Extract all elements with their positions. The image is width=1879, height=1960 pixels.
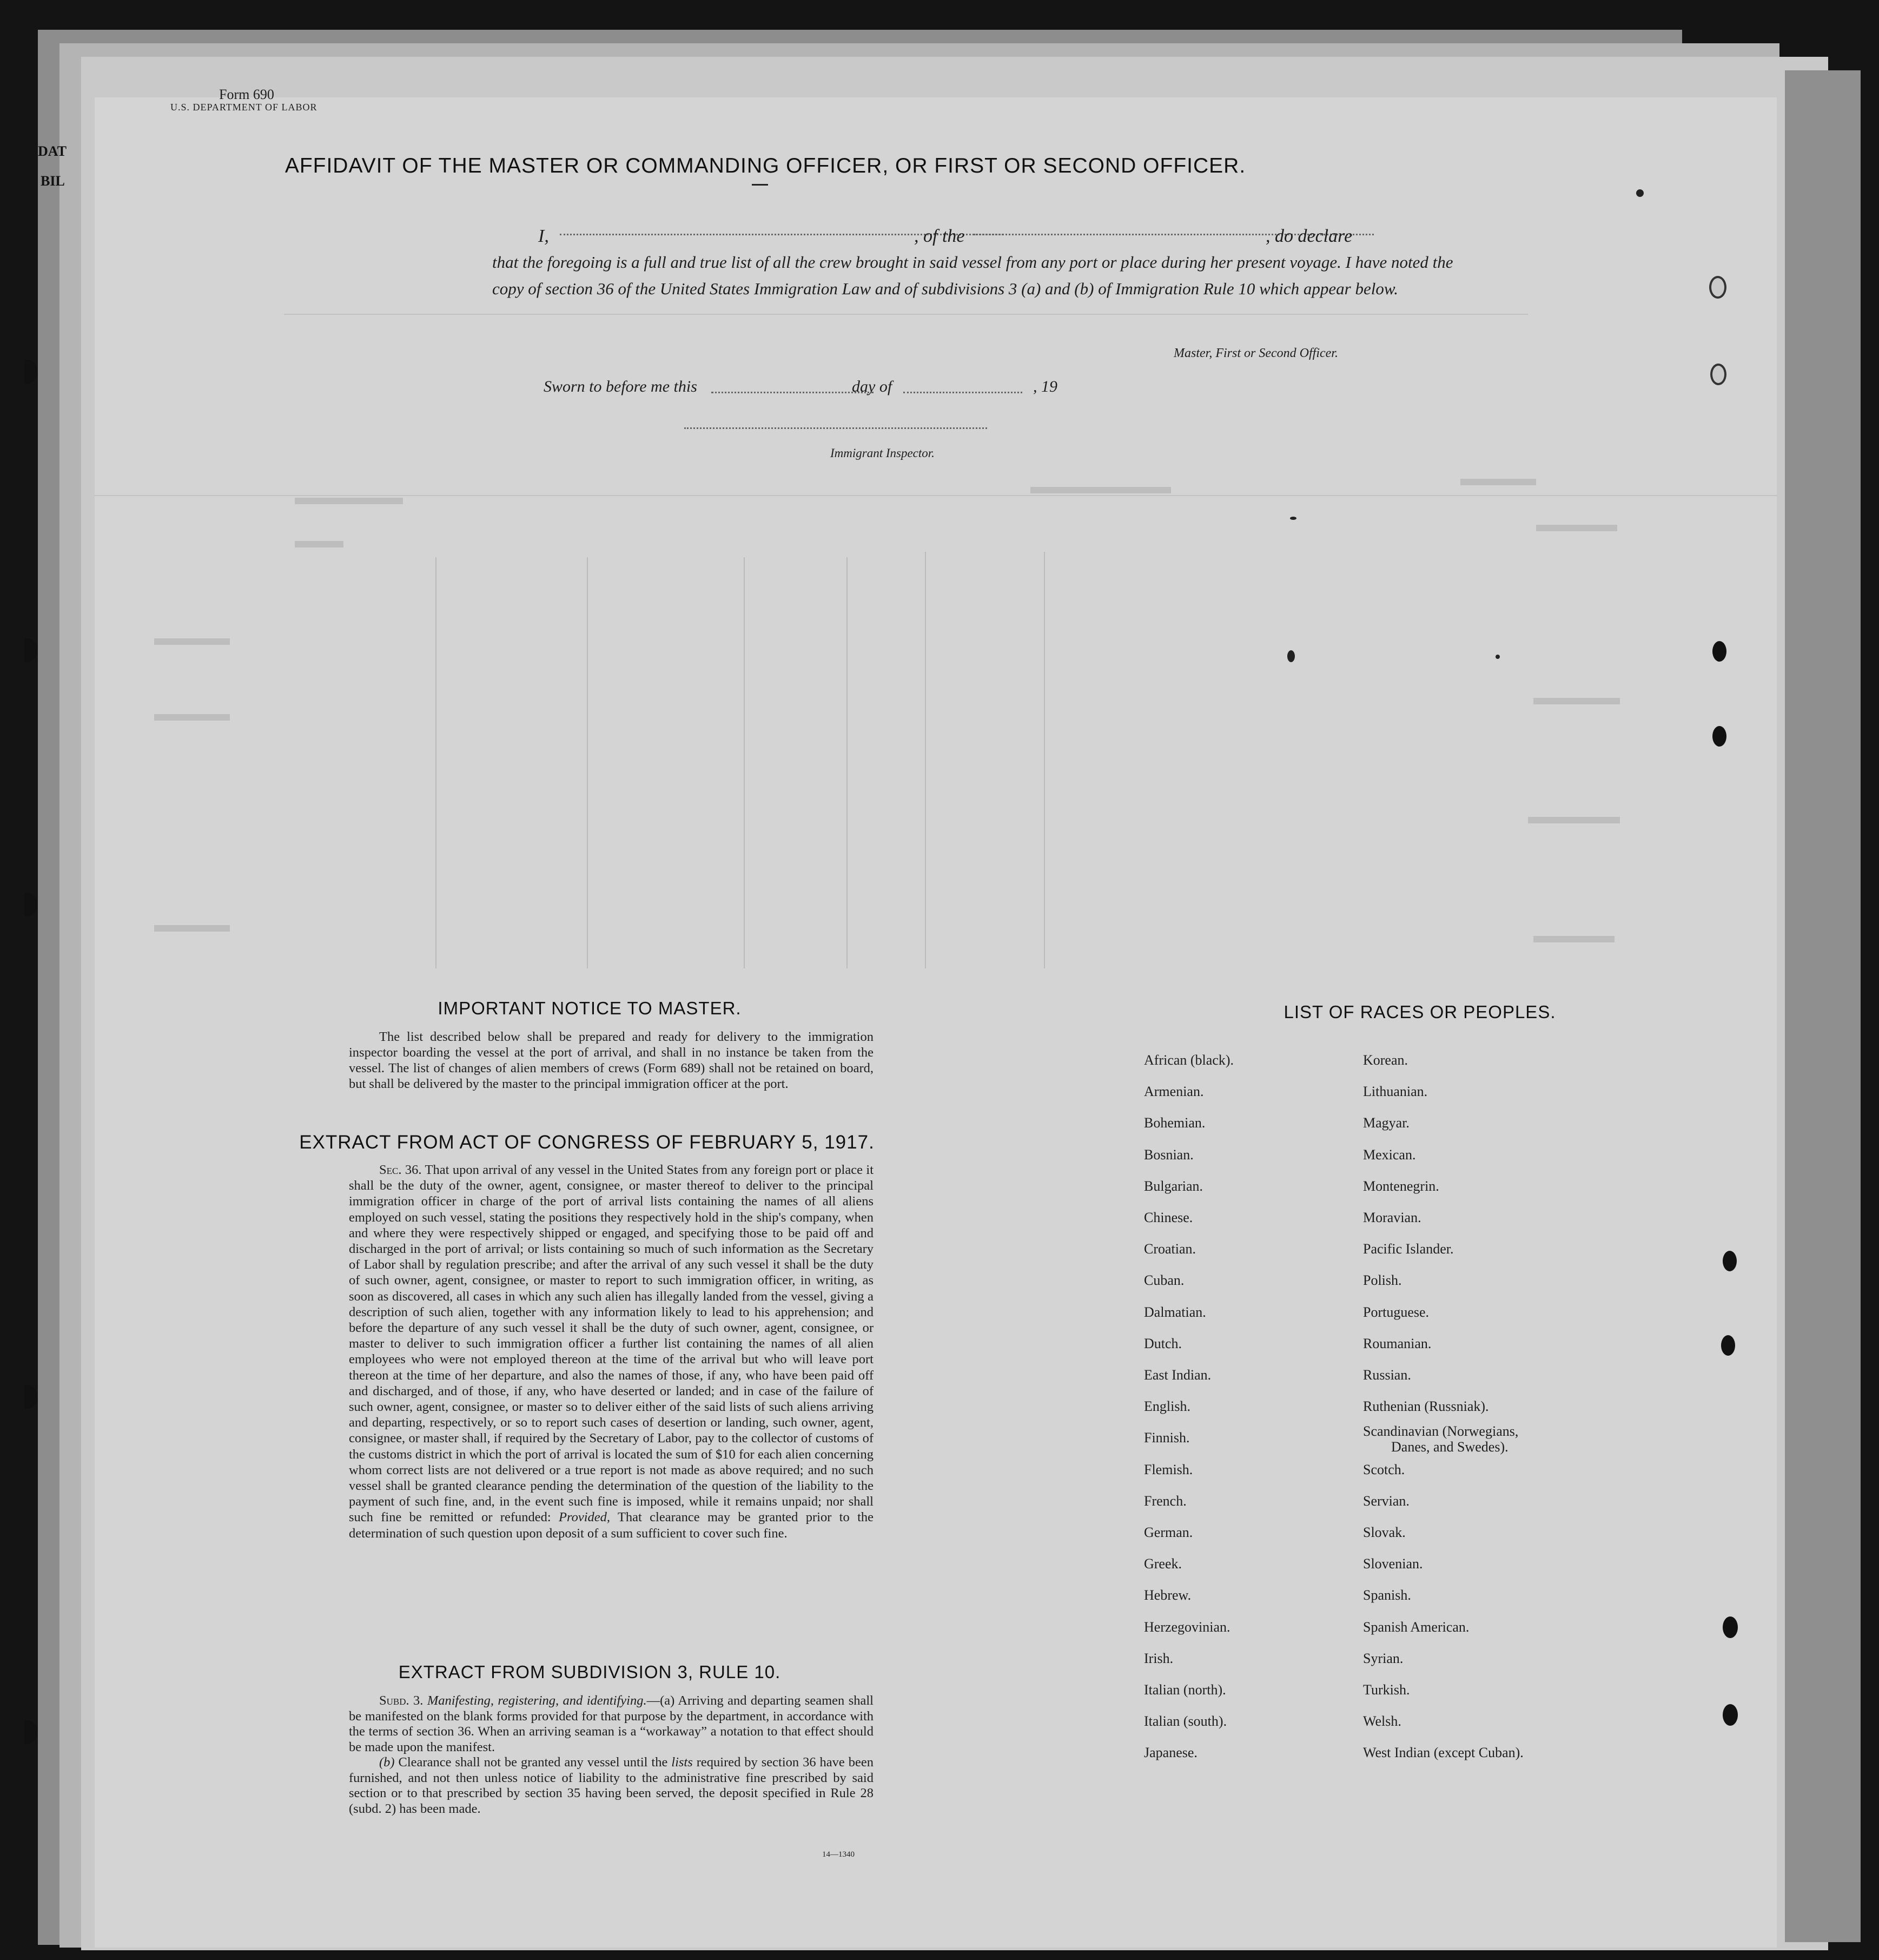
notice-paragraph: The list described below shall be prepared and ready for delivery to the immigration inspector boarding the vessel at the port of arrival, and shall in no instance be taken from the vessel. The list of changes of alien members of crews (Form 689) shall not be retained on board, but shall be delivered by the master to the principal immigration officer at the port. [349, 1030, 874, 1091]
binder-tab [24, 360, 37, 384]
subdivision-b-paragraph [349, 1755, 874, 1817]
race-item: East Indian. [1144, 1367, 1212, 1383]
race-item: Korean. [1363, 1052, 1408, 1068]
ghost-mark [154, 638, 230, 645]
race-item: Spanish. [1363, 1587, 1411, 1603]
ghost-mark [1533, 698, 1620, 704]
subd-para-b-1: Clearance shall not be granted any vessel until the [398, 1755, 668, 1770]
race-item: Slovak. [1363, 1525, 1406, 1540]
form-number: Form 690 [219, 87, 274, 102]
race-item: Italian (south). [1144, 1713, 1227, 1730]
ghost-line [284, 314, 1528, 315]
section-36-text [349, 1162, 874, 1541]
ghost-line [587, 557, 588, 968]
subd-para-b-lists: lists [671, 1755, 693, 1770]
race-item: German. [1144, 1525, 1193, 1540]
race-item: Scandinavian (Norwegians, Danes, and Swedes). [1363, 1423, 1519, 1455]
ghost-line [846, 557, 848, 968]
affidavit-do-declare-label: , do declare [1266, 226, 1353, 246]
binder-hole [1712, 641, 1726, 662]
section-label: Sec. 36. [379, 1163, 422, 1177]
subd-para-b-2: required by section 36 have been furnished, and not then unless notice of liability to the administrative fine prescribed by said section or to that prescribed by section 35 having been served, the deposit specified in Rule 28 (subd. 2) has been made. [349, 1755, 874, 1816]
department-line: U.S. DEPARTMENT OF LABOR [170, 102, 317, 113]
race-item: Roumanian. [1363, 1335, 1432, 1351]
form-code: 14—1340 [822, 1850, 855, 1859]
ghost-mark [1536, 525, 1617, 531]
edge-label: BIL [41, 173, 65, 189]
race-item: French. [1144, 1493, 1187, 1509]
race-item: Chinese. [1144, 1210, 1193, 1225]
subdivision-a-paragraph [349, 1693, 874, 1755]
page-edge-strip [1785, 70, 1861, 1942]
subd-para-a: —(a) Arriving and departing seamen shall be manifested on the blank forms provided for that purpose by the department, in accordance with the terms of section 36. When an arriving seaman is a “workaway” a notation to that effect should be made upon the manifest. [349, 1693, 874, 1754]
race-item: Scotch. [1363, 1461, 1405, 1477]
binder-hole [1723, 1251, 1737, 1271]
inspector-signature-line [684, 427, 987, 429]
ghost-mark [295, 541, 343, 547]
day-of-label: day of [852, 378, 892, 395]
affidavit-i-label: I, [538, 226, 549, 246]
race-item: Moravian. [1363, 1210, 1421, 1225]
race-item: Bulgarian. [1144, 1178, 1203, 1194]
notice-text [349, 1029, 874, 1092]
ghost-mark [1030, 487, 1171, 493]
race-item: Slovenian. [1363, 1556, 1423, 1572]
race-item: Croatian. [1144, 1241, 1196, 1257]
affidavit-body: that the foregoing is a full and true list of all the crew brought in said vessel from any port or place during her present voyage. I have noted the copy of section 36 of the United States Immigration Law and of subdivisions 3 (a) and (b) of Immigration Rule 10 which appear below. [492, 253, 1453, 298]
sworn-day-line [711, 392, 874, 393]
subd-heading: Manifesting, registering, and identifying. [427, 1693, 647, 1708]
title-rule [752, 184, 768, 186]
sworn-label: Sworn to before me this [544, 378, 697, 395]
race-item: Cuban. [1144, 1272, 1185, 1289]
race-item: Irish. [1144, 1650, 1174, 1666]
race-item: Dutch. [1144, 1335, 1182, 1351]
race-item: West Indian (except Cuban). [1363, 1745, 1524, 1761]
sworn-month-line [903, 392, 1022, 393]
race-item: Lithuanian. [1363, 1084, 1428, 1100]
subdivision-3-text [349, 1693, 874, 1817]
race-item: Herzegovinian. [1144, 1619, 1230, 1635]
speck [1496, 655, 1500, 659]
ghost-mark [295, 498, 403, 504]
affidavit-of-the-label: , of the [914, 226, 965, 246]
race-item: Portuguese. [1363, 1304, 1430, 1320]
ghost-mark [1533, 936, 1615, 942]
race-item: Mexican. [1363, 1146, 1416, 1163]
race-item: Hebrew. [1144, 1587, 1192, 1603]
race-item: Syrian. [1363, 1650, 1404, 1666]
ghost-line [1044, 552, 1045, 968]
race-item: Greek. [1144, 1556, 1182, 1572]
binder-hole [1721, 1335, 1735, 1356]
subd-b-label: (b) [379, 1755, 395, 1770]
section-36-paragraph [349, 1162, 874, 1541]
race-item: Spanish American. [1363, 1619, 1470, 1635]
section-36-end: That clearance may be granted prior to the determination of such question upon deposit of a sum sufficient to cover such fine. [349, 1510, 874, 1541]
race-item: Japanese. [1144, 1745, 1197, 1761]
extract-rule-title: EXTRACT FROM SUBDIVISION 3, RULE 10. [398, 1662, 781, 1682]
race-item: Armenian. [1144, 1084, 1204, 1100]
race-item: Pacific Islander. [1363, 1241, 1454, 1257]
ghost-line [925, 552, 926, 968]
section-36-body: That upon arrival of any vessel in the United States from any foreign port or place it shall be the duty of the owner, agent, consignee, or master thereof to deliver to the principal immigration officer in charge of the port of arrival lists containing the names of all aliens employed on such vessel, stating the positions they respectively hold in the ship's company, when and where they were respectively shipped or engaged, and specifying those to be paid off and discharged in the port of arrival; or lists containing so much of such information as the Secretary of Labor shall by regulation prescribe; and after the arrival of any such vessel it shall be the duty of such owner, agent, consignee, or master to report to such immigration officer, in writing, as soon as discovered, all cases in which any such alien has illegally landed from the vessel, giving a description of such alien, together with any information likely to lead to his apprehension; and before the departure of any such vessel it shall be the duty of such owner, agent, consignee, or master to deliver to such immigration officer a further list containing the names of all alien employees who were not employed thereon at the time of the arrival but who will leave port thereon at the time of her departure, and also the names of those, if any, who have been paid off and discharged, and of those, if any, who have deserted or landed; and in case of the failure of such owner, agent, consignee, or master so to deliver either of the said lists of such aliens arriving and departing, respectively, or so to report such cases of desertion or landing, such owner, agent, consignee, or master shall, if required by the Secretary of Labor, pay to the collector of customs of the customs district in which the port of arrival is located the sum of $10 for each alien concerning whom correct lists are not delivered or a true report is not made as above required; and no such vessel shall be granted clearance pending the determination of the question of the liability to the payment of such fine, and, in the event such fine is imposed, while it remains unpaid; nor shall such fine be remitted or refunded: [349, 1163, 874, 1525]
binder-tab [24, 638, 37, 662]
extract-act-title: EXTRACT FROM ACT OF CONGRESS OF FEBRUARY 5, 1917. [299, 1132, 875, 1153]
binder-tab [24, 893, 37, 916]
race-item: Finnish. [1144, 1430, 1190, 1446]
race-item: English. [1144, 1398, 1190, 1415]
binder-tab [24, 1385, 37, 1409]
speck [1290, 517, 1296, 520]
race-item: Welsh. [1363, 1713, 1401, 1730]
subd-label: Subd. 3. [379, 1693, 424, 1708]
ghost-mark [154, 925, 230, 932]
affidavit-title: AFFIDAVIT OF THE MASTER OR COMMANDING OFFICER, OR FIRST OR SECOND OFFICER. [285, 154, 1246, 177]
race-item: Bosnian. [1144, 1146, 1194, 1163]
ghost-mark [1460, 479, 1536, 485]
race-item: Servian. [1363, 1493, 1410, 1509]
ghost-line [744, 557, 745, 968]
binder-hole [1710, 364, 1726, 385]
race-item: Magyar. [1363, 1115, 1410, 1131]
binder-hole [1709, 276, 1726, 299]
speck [1636, 189, 1644, 197]
ghost-line [95, 495, 1777, 496]
races-title: LIST OF RACES OR PEOPLES. [1283, 1002, 1556, 1022]
edge-label: DAT [38, 143, 67, 159]
notice-title: IMPORTANT NOTICE TO MASTER. [438, 998, 742, 1018]
binder-hole [1712, 726, 1726, 747]
provided-label: Provided, [559, 1510, 611, 1525]
race-item: Turkish. [1363, 1682, 1410, 1698]
year-label: , 19 [1033, 378, 1057, 395]
signature-caption: Master, First or Second Officer. [1174, 346, 1338, 360]
binder-tab [24, 1720, 37, 1744]
manifest-page [95, 87, 1777, 1948]
race-item: Italian (north). [1144, 1682, 1226, 1698]
binder-hole [1723, 1704, 1738, 1726]
race-item: Montenegrin. [1363, 1178, 1439, 1194]
race-item: Russian. [1363, 1367, 1411, 1383]
ghost-mark [154, 714, 230, 721]
race-item: African (black). [1144, 1052, 1234, 1068]
race-item: Polish. [1363, 1272, 1402, 1289]
race-item: Dalmatian. [1144, 1304, 1206, 1320]
race-item: Ruthenian (Russniak). [1363, 1398, 1489, 1415]
inspector-caption: Immigrant Inspector. [830, 446, 935, 460]
race-item: Flemish. [1144, 1461, 1193, 1477]
binder-hole [1723, 1616, 1738, 1638]
speck [1287, 650, 1295, 662]
ghost-mark [1528, 817, 1620, 823]
race-item: Bohemian. [1144, 1115, 1206, 1131]
ghost-line [435, 557, 436, 968]
